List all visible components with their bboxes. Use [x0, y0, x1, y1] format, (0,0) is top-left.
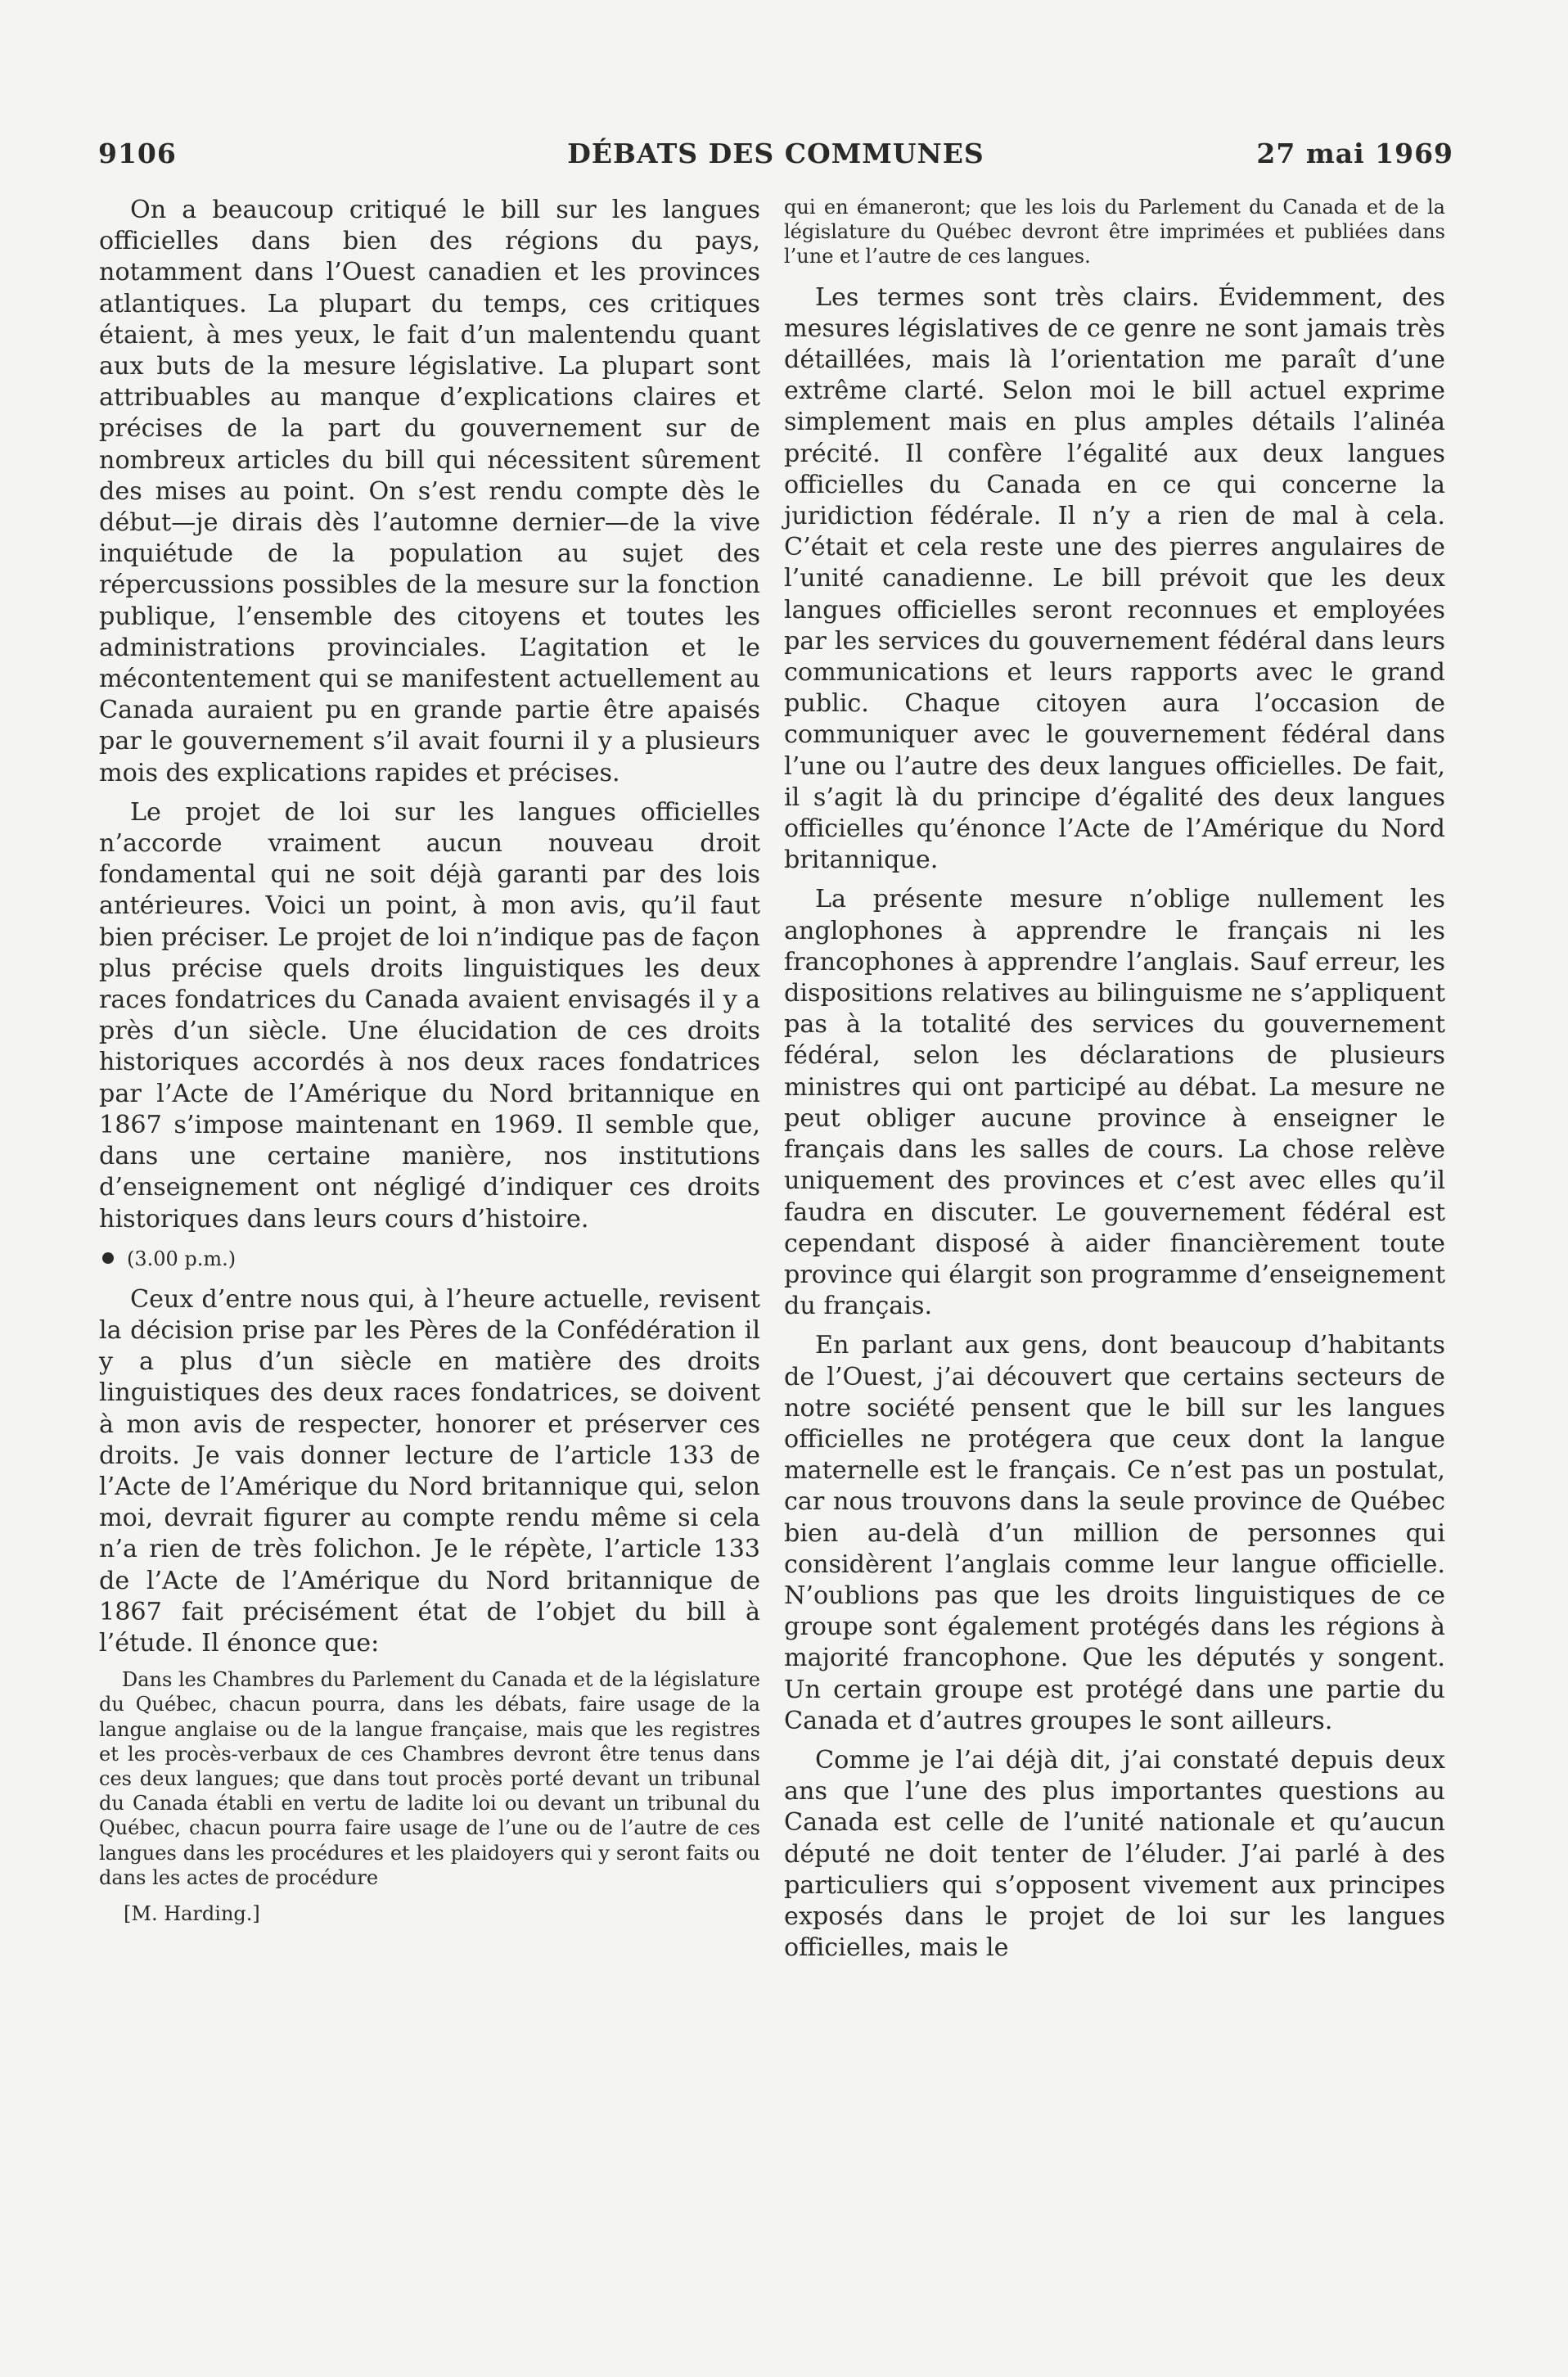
paragraph: Ceux d’entre nous qui, à l’heure actuelle, revisent la décision prise par les Pères de la Confédération il y a plus d’un siècle en matière des droits linguistiques des deux races fondatrices, se doivent à mon avis de respecter, honorer et préserver ces droits. Je vais donner lecture de l’article 133 de l’Acte de l’Amérique du Nord britannique qui, selon moi, devrait figurer au compte rendu même si cela n’a rien de très folichon. Je le répète, l’article 133 de l’Acte de l’Amérique du Nord britannique de 1867 fait précisément état de l’objet du bill à l’étude. Il énonce que: [99, 1284, 760, 1658]
page-number: 9106 [98, 138, 177, 169]
right-column [784, 195, 1445, 1964]
block-quote-continued: qui en émaneront; que les lois du Parlement du Canada et de la législature du Québec devront être imprimées et publiées dans l’une et l’autre de ces langues. [784, 196, 1445, 268]
paragraph: La présente mesure n’oblige nullement les anglophones à apprendre le français ni les francophones à apprendre l’anglais. Sauf erreur, les dispositions relatives au bilinguisme ne s’appliquent pas à la totalité des services du gouvernement fédéral, selon les déclarations de plusieurs ministres qui ont participé au débat. La mesure ne peut obliger aucune province à enseigner le français dans les salles de cours. La chose relève uniquement des provinces et c’est avec elles qu’il faudra en discuter. Le gouvernement fédéral est cependant disposé à aider financièrement toute province qui élargit son programme d’enseignement du français. [784, 885, 1445, 1321]
paragraph: Les termes sont très clairs. Évidemment, des mesures législatives de ce genre ne sont jamais très détaillées, mais là l’orientation me paraît d’une extrême clarté. Selon moi le bill actuel exprime simplement mais en plus amples détails l’alinéa précité. Il confère l’égalité aux deux langues officielles du Canada en ce qui concerne la juridiction fédérale. Il n’y a rien de mal à cela. C’était et cela reste une des pierres angulaires de l’unité canadienne. Le bill prévoit que les deux langues officielles seront reconnues et employées par les services du gouvernement fédéral dans leurs communications et leurs rapports avec le grand public. Chaque citoyen aura l’occasion de communiquer avec le gouvernement fédéral dans l’une ou l’autre des deux langues officielles. De fait, il s’agit là du principe d’égalité des deux langues officielles qu’énonce l’Acte de l’Amérique du Nord britannique. [784, 282, 1445, 875]
block-quote: Dans les Chambres du Parlement du Canada et de la législature du Québec, chacun pourra, dans les débats, faire usage de la langue anglaise ou de la langue française, mais que les registres et les procès-verbaux de ces Chambres devront être tenus dans ces deux langues; que dans tout procès porté devant un tribunal du Canada établi en vertu de ladite loi ou devant un tribunal du Québec, chacun pourra faire usage de l’une ou de l’autre de ces langues dans les procédures et les plaidoyers qui y seront faits ou dans les actes de procédure [99, 1668, 760, 1889]
paragraph: Comme je l’ai déjà dit, j’ai constaté depuis deux ans que l’une des plus importantes questions au Canada est celle de l’unité nationale et qu’aucun député ne doit tenter de l’éluder. J’ai parlé à des particuliers qui s’opposent vivement aux principes exposés dans le projet de loi sur les langues officielles, mais le [784, 1745, 1445, 1963]
speaker-attribution: [M. Harding.] [124, 1901, 260, 1925]
paragraph: On a beaucoup critiqué le bill sur les langues officielles dans bien des régions du pays, notamment dans l’Ouest canadien et les provinces atlantiques. La plupart du temps, ces critiques étaient, à mes yeux, le fait d’un malentendu quant aux buts de la mesure législative. La plupart sont attribuables au manque d’explications claires et précises de la part du gouvernement sur de nombreux articles du bill qui nécessitent sûrement des mises au point. On s’est rendu compte dès le début—je dirais dès l’automne dernier—de la vive inquiétude de la population au sujet des répercussions possibles de la mesure sur la fonction publique, l’ensemble des citoyens et toutes les administrations provinciales. L’agitation et le mécontentement qui se manifestent actuellement au Canada auraient pu en grande partie être apaisés par le gouvernement s’il avait fourni il y a plusieurs mois des explications rapides et précises. [99, 196, 760, 787]
paragraph: En parlant aux gens, dont beaucoup d’habitants de l’Ouest, j’ai découvert que certains secteurs de notre société pensent que le bill sur les langues officielles ne protégera que ceux dont la langue maternelle est le français. Ce n’est pas un postulat, car nous trouvons dans la seule province de Québec bien au-delà d’un million de personnes qui considèrent l’anglais comme leur langue officielle. N’oublions pas que les droits linguistiques de ce groupe sont également protégés dans les régions à majorité francophone. Que les députés y songent. Un certain groupe est protégé dans une partie du Canada et d’autres groupes le sont ailleurs. [784, 1331, 1445, 1735]
paragraph: Le projet de loi sur les langues officielles n’accorde vraiment aucun nouveau droit fondamental qui ne soit déjà garanti par des lois antérieures. Voici un point, à mon avis, qu’il faut bien préciser. Le projet de loi n’indique pas de façon plus précise quels droits linguistiques les deux races fondatrices du Canada avaient envisagés il y a près d’un siècle. Une élucidation de ces droits historiques accordés à nos deux races fondatrices par l’Acte de l’Amérique du Nord britannique en 1867 s’impose maintenant en 1969. Il semble que, dans une certaine manière, nos institutions d’enseignement ont négligé d’indiquer ces droits historiques dans leurs cours d’histoire. [99, 797, 760, 1234]
bullet-dot-icon [102, 1252, 114, 1264]
page-date: 27 mai 1969 [1256, 138, 1453, 169]
timestamp-marker [102, 1247, 760, 1271]
page-header [98, 136, 1453, 174]
left-column [99, 195, 760, 1926]
publication-title: DÉBATS DES COMMUNES [567, 138, 985, 169]
timestamp-text: (3.00 p.m.) [127, 1247, 237, 1270]
